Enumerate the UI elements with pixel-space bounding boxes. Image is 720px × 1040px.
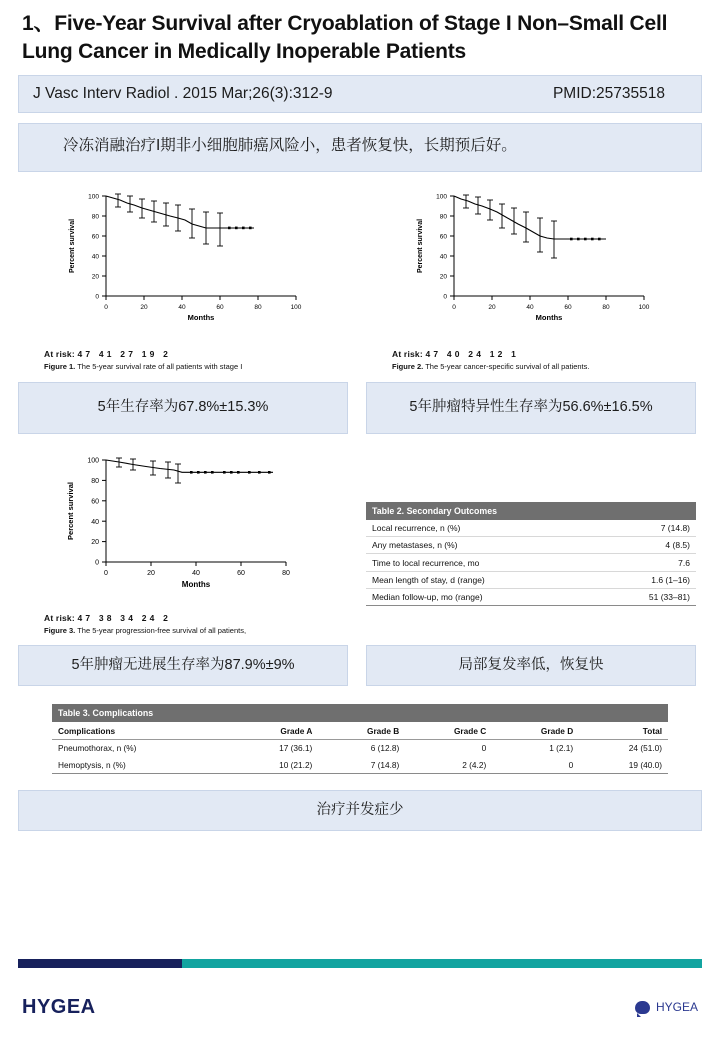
row-value: 1.6 (1–16) xyxy=(597,571,696,588)
wechat-icon xyxy=(635,1001,650,1014)
column-header-grade-a: Grade A xyxy=(230,722,319,740)
cell: 0 xyxy=(481,743,487,754)
svg-text:60: 60 xyxy=(564,304,572,312)
figure-1-caption-text: The 5-year survival rate of all patients with stage I xyxy=(77,362,243,372)
svg-text:40: 40 xyxy=(178,304,186,312)
cell: 19 (40.0) xyxy=(579,756,668,773)
at-risk-values: 47 40 24 12 1 xyxy=(425,349,520,360)
figures-row-1 xyxy=(18,184,702,371)
table-header-row xyxy=(52,722,668,740)
svg-text:0: 0 xyxy=(95,293,99,301)
callout-table-2: 局部复发率低，恢复快 xyxy=(366,645,696,686)
cell: 24 (51.0) xyxy=(628,743,662,754)
at-risk-label: At risk: xyxy=(44,349,75,360)
svg-text:0: 0 xyxy=(452,304,456,312)
callout-table-3: 治疗并发症少 xyxy=(18,790,702,831)
svg-text:40: 40 xyxy=(439,253,447,261)
cell: 17 (36.1) xyxy=(279,743,313,754)
row-value: 51 (33–81) xyxy=(597,589,696,606)
figure-1-caption xyxy=(18,362,348,371)
svg-text:20: 20 xyxy=(91,538,99,546)
svg-text:20: 20 xyxy=(439,273,447,281)
cell: 2 (4.2) xyxy=(405,756,492,773)
secondary-outcomes-table xyxy=(366,502,696,607)
figure-2-caption xyxy=(366,362,696,371)
cell: 0 xyxy=(492,756,579,773)
cell: Hemoptysis, n (%) xyxy=(52,756,230,773)
figure-3-chart xyxy=(18,448,348,612)
callout-figure-2: 5年肿瘤特异性生存率为56.6%±16.5% xyxy=(366,382,696,434)
svg-text:0: 0 xyxy=(104,304,108,312)
table-2-caption-title: Secondary Outcomes xyxy=(406,505,498,516)
bottom-callout-wrap xyxy=(18,790,702,831)
svg-text:80: 80 xyxy=(91,213,99,221)
callout-figure-3: 5年肿瘤无进展生存率为87.9%±9% xyxy=(18,645,348,686)
citation-bar xyxy=(18,75,702,113)
svg-text:60: 60 xyxy=(91,233,99,241)
row-label: Any metastases, n (%) xyxy=(366,536,597,553)
figure-2-at-risk xyxy=(366,349,696,359)
svg-text:80: 80 xyxy=(602,304,610,312)
svg-text:80: 80 xyxy=(282,569,290,577)
svg-text:20: 20 xyxy=(140,304,148,312)
citation-pmid: PMID:25735518 xyxy=(552,85,665,103)
figure-3-and-table2-row xyxy=(18,448,702,635)
summary-text: 冷冻消融治疗I期非小细胞肺癌风险小，患者恢复快，长期预后好。 xyxy=(63,137,517,155)
column-header-grade-d: Grade D xyxy=(492,722,579,740)
figure-3-at-risk xyxy=(18,613,348,623)
svg-text:0: 0 xyxy=(443,293,447,301)
column-header-grade-b: Grade B xyxy=(318,722,405,740)
brand-logo: HYGEA xyxy=(22,995,96,1018)
wechat-label: HYGEA xyxy=(655,1000,698,1014)
callouts-row-1 xyxy=(18,382,702,434)
svg-text:40: 40 xyxy=(91,518,99,526)
page-title: 1、Five-Year Survival after Cryoablation of Stage I Non–Small Cell Lung Cancer in Medically Inoperable Patients xyxy=(22,12,668,63)
svg-text:100: 100 xyxy=(87,457,99,465)
figure-2-caption-label: Figure 2. xyxy=(392,362,424,372)
figure-1-chart xyxy=(18,184,348,348)
table-row xyxy=(52,740,668,757)
citation-journal: J Vasc Interv Radiol . 2015 Mar;26(3):312-9 xyxy=(33,85,333,103)
figure-2-cell xyxy=(366,184,696,371)
table-row xyxy=(366,536,696,553)
figure-2-chart xyxy=(366,184,696,348)
survival-chart-1 xyxy=(58,188,308,323)
svg-text:40: 40 xyxy=(192,569,200,577)
table-3-caption xyxy=(52,704,668,722)
svg-text:60: 60 xyxy=(216,304,224,312)
svg-text:20: 20 xyxy=(488,304,496,312)
svg-text:Months: Months xyxy=(187,313,215,323)
figure-3-caption xyxy=(18,626,348,635)
figure-1-cell xyxy=(18,184,348,371)
cell: 1 (2.1) xyxy=(549,743,574,754)
at-risk-values: 47 38 34 24 2 xyxy=(77,612,172,623)
complications-table xyxy=(52,704,668,774)
figure-3-caption-label: Figure 3. xyxy=(44,625,76,635)
survival-chart-2 xyxy=(406,188,656,323)
cell: 6 (12.8) xyxy=(370,743,400,754)
row-label: Local recurrence, n (%) xyxy=(366,520,597,537)
survival-chart-3 xyxy=(58,452,308,592)
figure-1-caption-label: Figure 1. xyxy=(44,362,76,372)
callout-figure-1: 5年生存率为67.8%±15.3% xyxy=(18,382,348,434)
column-header-complications: Complications xyxy=(52,722,230,740)
table-2-caption xyxy=(366,502,696,520)
svg-text:20: 20 xyxy=(147,569,155,577)
svg-text:60: 60 xyxy=(91,498,99,506)
row-label: Median follow-up, mo (range) xyxy=(366,589,597,606)
svg-text:100: 100 xyxy=(88,193,99,201)
figure-1-at-risk xyxy=(18,349,348,359)
svg-text:Percent survival: Percent survival xyxy=(69,219,76,274)
table-2-cell xyxy=(366,448,696,607)
svg-text:0: 0 xyxy=(95,559,99,567)
at-risk-values: 47 41 27 19 2 xyxy=(77,349,172,360)
svg-text:Months: Months xyxy=(181,579,211,589)
table-3-wrap xyxy=(18,704,702,774)
svg-text:60: 60 xyxy=(439,233,447,241)
footer-bar-teal xyxy=(182,959,702,968)
figure-3-caption-text: The 5-year progression-free survival of all patients, xyxy=(77,625,247,635)
row-label: Mean length of stay, d (range) xyxy=(366,571,597,588)
svg-text:60: 60 xyxy=(237,569,245,577)
svg-text:Percent survival: Percent survival xyxy=(66,481,75,540)
footer-color-bars xyxy=(18,959,702,968)
table-3-caption-label: Table 3 xyxy=(58,708,88,718)
table-row xyxy=(52,756,668,773)
footer-bar-navy xyxy=(18,959,182,968)
table-2-caption-label: Table 2. xyxy=(372,505,405,516)
svg-text:100: 100 xyxy=(290,304,302,312)
summary-box xyxy=(18,123,702,172)
svg-text:80: 80 xyxy=(91,477,99,485)
svg-text:80: 80 xyxy=(254,304,262,312)
table-row xyxy=(366,571,696,588)
row-value: 4 (8.5) xyxy=(597,536,696,553)
svg-text:40: 40 xyxy=(526,304,534,312)
svg-text:20: 20 xyxy=(91,273,99,281)
column-header-total: Total xyxy=(579,722,668,740)
at-risk-label: At risk: xyxy=(44,612,75,623)
table-row xyxy=(366,589,696,606)
svg-text:Percent survival: Percent survival xyxy=(417,219,424,274)
cell: Pneumothorax, n (%) xyxy=(58,743,137,754)
svg-text:Months: Months xyxy=(535,313,563,323)
cell: 10 (21.2) xyxy=(230,756,319,773)
figure-2-caption-text: The 5-year cancer-specific survival of all patients. xyxy=(425,362,590,372)
svg-text:40: 40 xyxy=(91,253,99,261)
figure-3-cell xyxy=(18,448,348,635)
footer xyxy=(0,974,720,1040)
wechat-handle xyxy=(635,1000,698,1014)
row-value: 7 (14.8) xyxy=(597,520,696,537)
svg-text:80: 80 xyxy=(439,213,447,221)
at-risk-label: At risk: xyxy=(392,349,423,360)
svg-text:0: 0 xyxy=(104,569,108,577)
callouts-row-2 xyxy=(18,645,702,686)
cell: 7 (14.8) xyxy=(318,756,405,773)
row-label: Time to local recurrence, mo xyxy=(366,554,597,571)
row-value: 7.6 xyxy=(597,554,696,571)
table-3-caption-title: . Complications xyxy=(87,708,154,718)
table-row xyxy=(366,520,696,537)
column-header-grade-c: Grade C xyxy=(405,722,492,740)
table-row xyxy=(366,554,696,571)
svg-text:100: 100 xyxy=(638,304,650,312)
svg-text:100: 100 xyxy=(436,193,447,201)
